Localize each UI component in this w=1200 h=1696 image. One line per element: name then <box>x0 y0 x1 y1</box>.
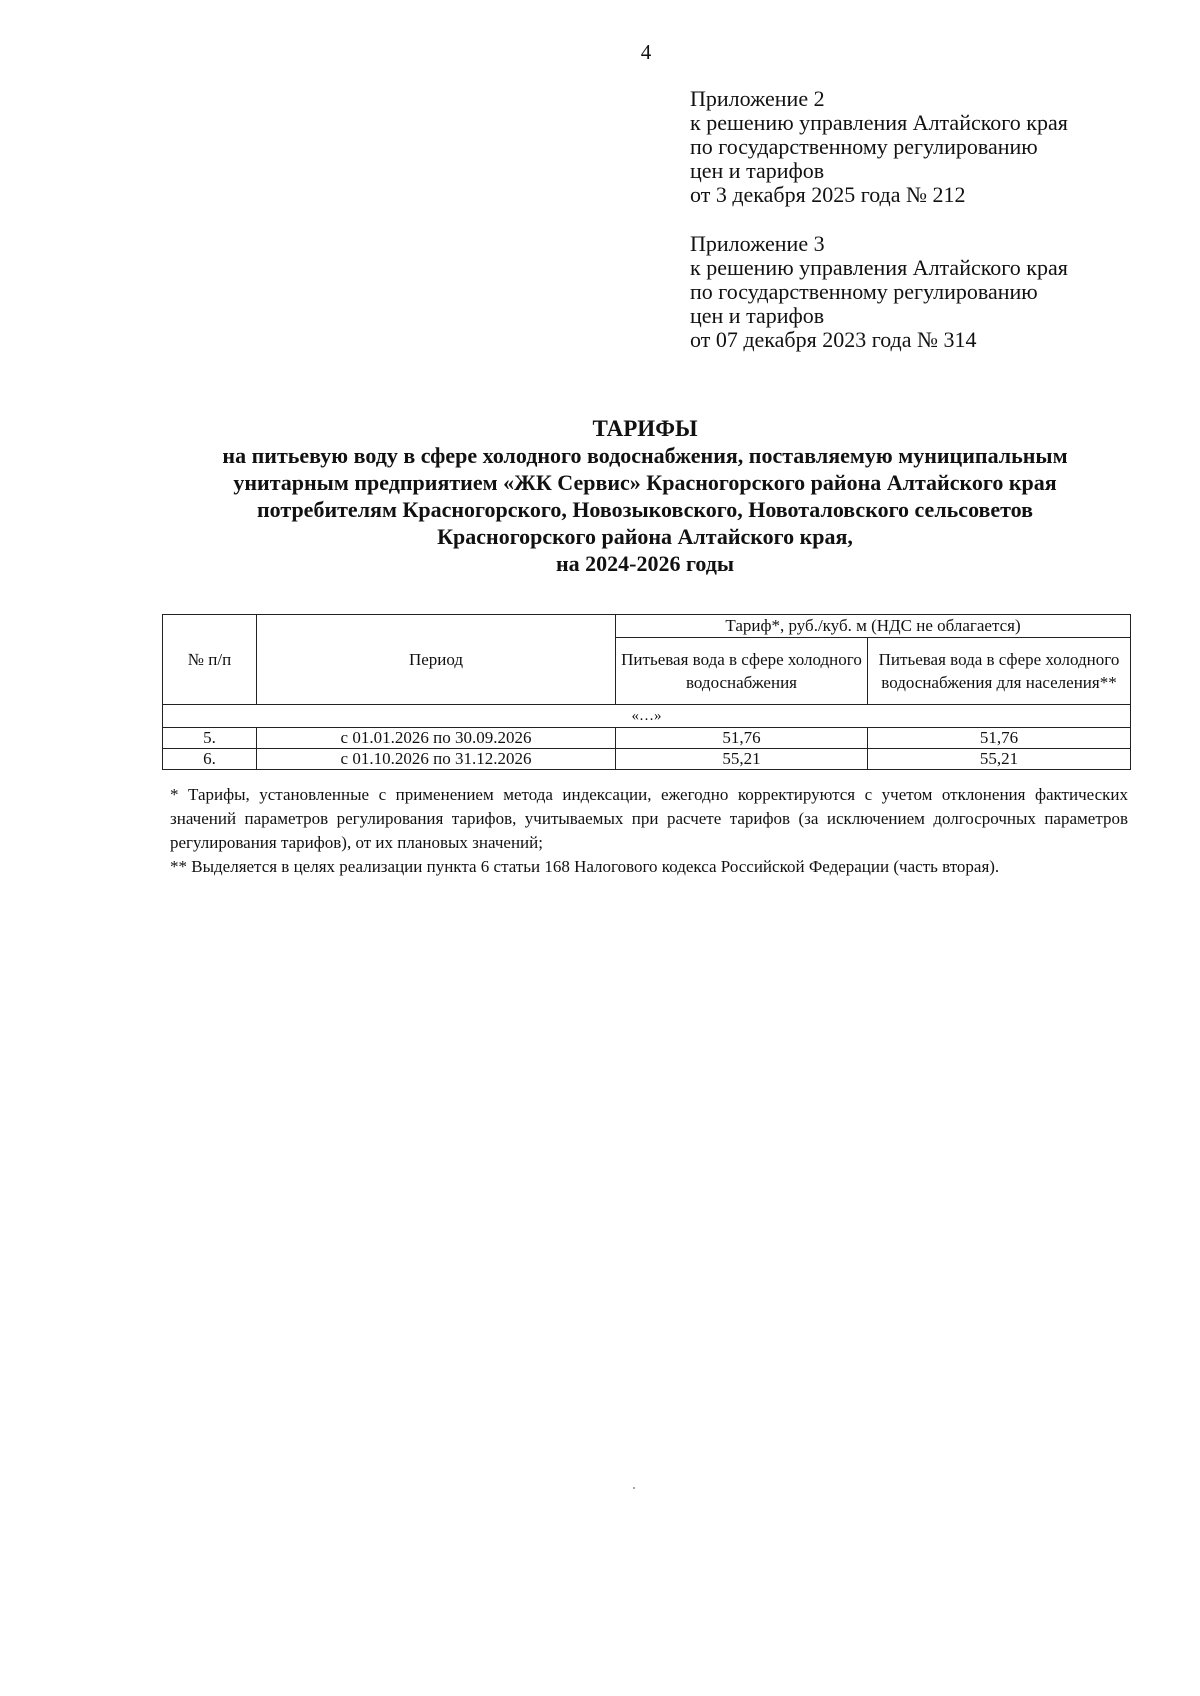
title-line: на питьевую воду в сфере холодного водоснабжения, поставляемую муниципальным <box>222 443 1068 468</box>
appendix-2-line: по государственному регулированию <box>690 134 1038 159</box>
appendix-3-header <box>690 232 1068 352</box>
header-period: Период <box>257 615 616 705</box>
row-period: с 01.10.2026 по 31.12.2026 <box>257 749 616 770</box>
table-row <box>163 728 1131 749</box>
appendix-2-line: от 3 декабря 2025 года № 212 <box>690 182 966 207</box>
appendix-3-line: от 07 декабря 2023 года № 314 <box>690 327 977 352</box>
document-title <box>160 415 1130 577</box>
appendix-2-line: Приложение 2 <box>690 86 825 111</box>
title-main: ТАРИФЫ <box>592 416 698 441</box>
appendix-3-line: Приложение 3 <box>690 231 825 256</box>
title-line: потребителям Красногорского, Новозыковского, Новоталовского сельсоветов <box>256 497 1034 522</box>
row-number: 6. <box>163 749 257 770</box>
page-number: 4 <box>640 40 652 64</box>
appendix-3-line: к решению управления Алтайского края <box>690 255 1068 280</box>
appendix-2-header <box>690 87 1068 207</box>
footnote-tax-code: ** Выделяется в целях реализации пункта 6 статьи 168 Налогового кодекса Российской Федерации (часть вторая). <box>170 857 1000 876</box>
appendix-2-line: цен и тарифов <box>690 158 825 183</box>
table-row <box>163 749 1131 770</box>
title-line: Красногорского района Алтайского края, <box>437 524 853 549</box>
header-water-population: Питьевая вода в сфере холодного водоснабжения для населения** <box>868 638 1131 705</box>
row-tariff: 51,76 <box>616 728 868 749</box>
title-line: унитарным предприятием «ЖК Сервис» Красногорского района Алтайского края <box>233 470 1057 495</box>
tariffs-table <box>162 614 1131 770</box>
row-tariff: 55,21 <box>616 749 868 770</box>
appendix-3-line: по государственному регулированию <box>690 279 1038 304</box>
row-tariff-population: 51,76 <box>868 728 1131 749</box>
row-number: 5. <box>163 728 257 749</box>
footnote-indexation: * Тарифы, установленные с применением метода индексации, ежегодно корректируются с учетом отклонения фактических значений параметров регулирования тарифов, учитываемых при расчете тарифов (за исключением долгосрочных параметров регулирования тарифов), от их плановых значений; <box>170 785 1128 852</box>
row-tariff-population: 55,21 <box>868 749 1131 770</box>
appendix-3-line: цен и тарифов <box>690 303 825 328</box>
header-tariff-group: Тариф*, руб./куб. м (НДС не облагается) <box>616 615 1131 638</box>
title-line: на 2024-2026 годы <box>555 551 735 576</box>
header-number: № п/п <box>163 615 257 705</box>
scan-artifact <box>633 1487 635 1489</box>
row-period: с 01.01.2026 по 30.09.2026 <box>257 728 616 749</box>
appendix-2-line: к решению управления Алтайского края <box>690 110 1068 135</box>
ellipsis-row: «…» <box>163 705 1131 728</box>
footnotes <box>170 783 1128 879</box>
header-water: Питьевая вода в сфере холодного водоснабжения <box>616 638 868 705</box>
